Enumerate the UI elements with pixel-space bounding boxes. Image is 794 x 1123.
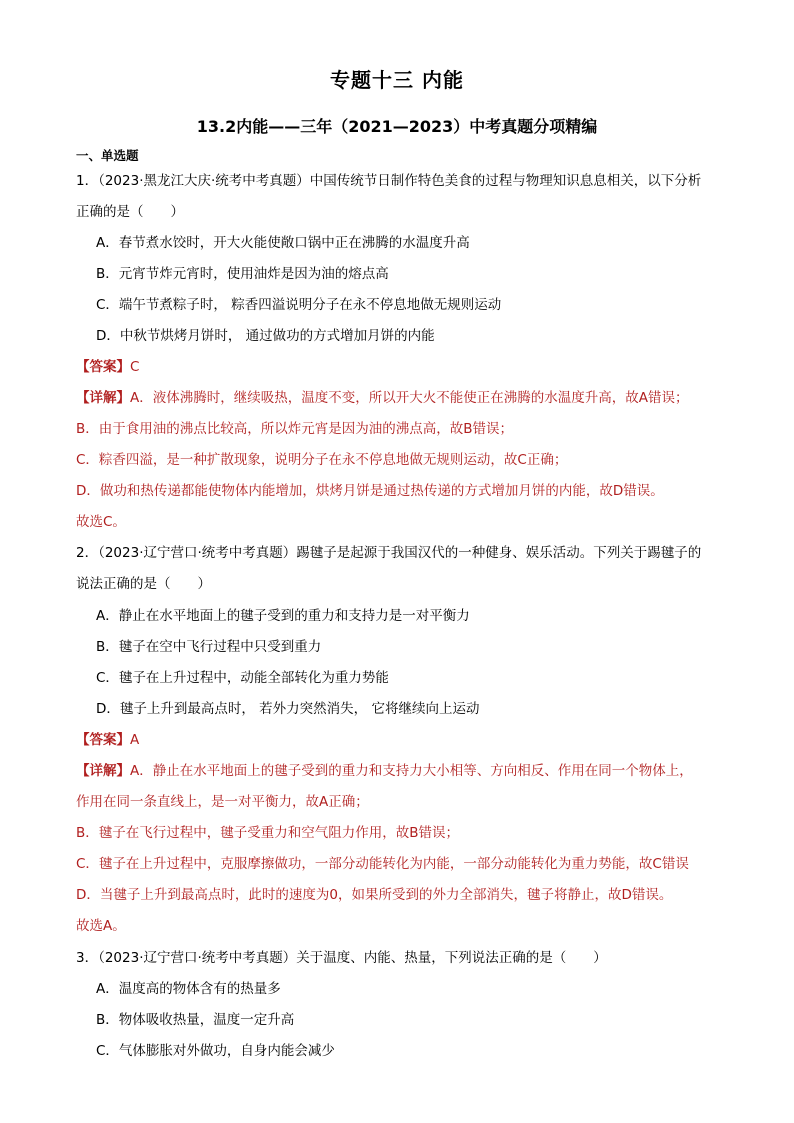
q2-detail-b: B．毽子在飞行过程中，毽子受重力和空气阻力作用，故B错误； <box>76 825 460 841</box>
q1-detail-a: A．液体沸腾时，继续吸热，温度不变，所以开大火不能使正在沸腾的水温度升高，故A错误； <box>130 390 689 406</box>
q1-answer-value: C <box>130 359 140 375</box>
q2-detail-a: A．静止在水平地面上的毽子受到的重力和支持力大小相等、方向相反、作用在同一个物体上， <box>130 763 693 779</box>
q1-stem-line1: 1．（2023·黑龙江大庆·统考中考真题）中国传统节日制作特色美食的过程与物理知识息息相关，以下分析 <box>76 173 702 189</box>
page-subtitle: 13.2内能——三年（2021—2023）中考真题分项精编 <box>196 117 598 136</box>
q1-detail-b: B．由于食用油的沸点比较高，所以炸元宵是因为油的沸点高，故B错误； <box>76 421 514 437</box>
q3-option-b: B．物体吸收热量，温度一定升高 <box>96 1012 295 1028</box>
q1-detail-tag: 【详解】 <box>76 390 130 406</box>
q1-answer-tag: 【答案】 <box>76 359 130 375</box>
q1-option-c: C．端午节煮粽子时， 粽香四溢说明分子在永不停息地做无规则运动 <box>96 297 502 313</box>
q1-option-b: B．元宵节炸元宵时，使用油炸是因为油的熔点高 <box>96 266 389 282</box>
q2-stem-line1: 2．（2023·辽宁营口·统考中考真题）踢毽子是起源于我国汉代的一种健身、娱乐活动。下列关于踢毽子的 <box>76 545 702 561</box>
q2-answer-tag: 【答案】 <box>76 732 130 748</box>
q3-option-a: A．温度高的物体含有的热量多 <box>96 981 281 997</box>
q2-option-d: D．毽子上升到最高点时， 若外力突然消失， 它将继续向上运动 <box>96 701 480 717</box>
q1-conclusion: 故选C。 <box>76 514 126 530</box>
q2-detail-d: D．当毽子上升到最高点时，此时的速度为0，如果所受到的外力全部消失，毽子将静止，故D错误。 <box>76 887 673 903</box>
q2-answer <box>76 730 139 750</box>
q2-detail-a-cont: 作用在同一条直线上，是一对平衡力，故A正确； <box>76 794 369 810</box>
page-title: 专题十三 内能 <box>330 68 464 92</box>
q2-detail-c: C．毽子在上升过程中，克服摩擦做功，一部分动能转化为内能，一部分动能转化为重力势能，故C错误 <box>76 856 689 872</box>
q2-option-a: A．静止在水平地面上的毽子受到的重力和支持力是一对平衡力 <box>96 608 470 624</box>
q2-detail-line1 <box>76 761 693 781</box>
q1-detail-d: D．做功和热传递都能使物体内能增加，烘烤月饼是通过热传递的方式增加月饼的内能，故D错误。 <box>76 483 664 499</box>
q1-option-a: A．春节煮水饺时，开大火能使敞口锅中正在沸腾的水温度升高 <box>96 235 470 251</box>
q3-stem: 3．（2023·辽宁营口·统考中考真题）关于温度、内能、热量，下列说法正确的是（ ） <box>76 950 607 966</box>
q2-option-b: B．毽子在空中飞行过程中只受到重力 <box>96 639 322 655</box>
q2-conclusion: 故选A。 <box>76 918 126 934</box>
q1-detail-c: C．粽香四溢，是一种扩散现象，说明分子在永不停息地做无规则运动，故C正确； <box>76 452 568 468</box>
q2-stem-line2: 说法正确的是（ ） <box>76 576 211 592</box>
section-heading: 一、单选题 <box>76 148 139 163</box>
q3-option-c: C．气体膨胀对外做功，自身内能会减少 <box>96 1043 335 1059</box>
q1-answer <box>76 357 139 377</box>
q1-option-d: D．中秋节烘烤月饼时， 通过做功的方式增加月饼的内能 <box>96 328 435 344</box>
q1-stem-line2: 正确的是（ ） <box>76 204 184 220</box>
q2-answer-value: A <box>130 732 140 748</box>
q2-option-c: C．毽子在上升过程中，动能全部转化为重力势能 <box>96 670 389 686</box>
q2-detail-tag: 【详解】 <box>76 763 130 779</box>
q1-detail-line1 <box>76 388 688 408</box>
